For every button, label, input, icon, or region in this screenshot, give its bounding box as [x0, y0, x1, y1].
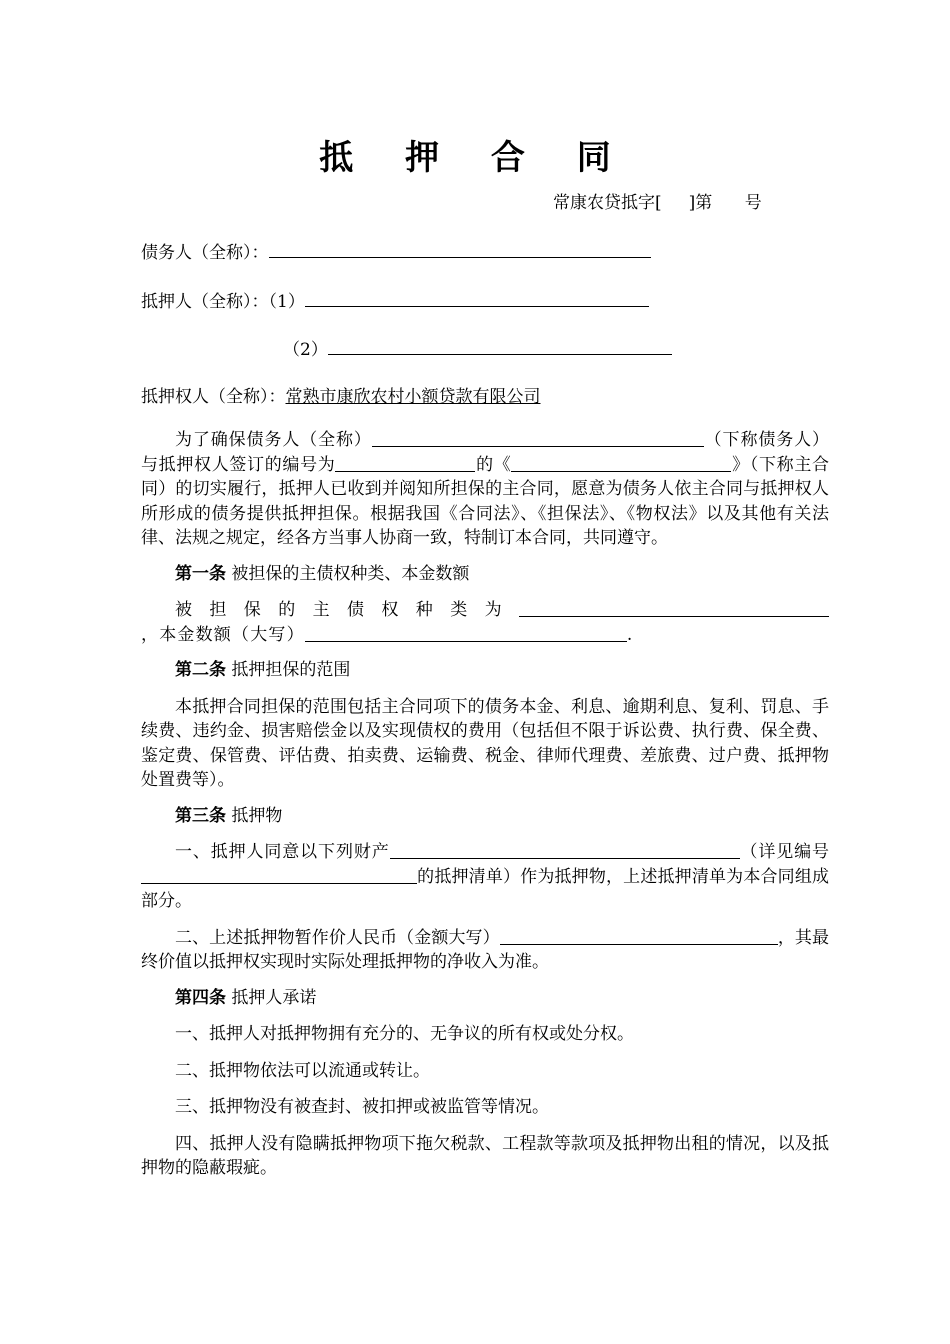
intro-debtor-blank[interactable]: [372, 430, 704, 447]
mortgagor-label: 抵押人（全称）：（1）: [141, 292, 305, 312]
debtor-line: [141, 238, 651, 263]
article-2-title: 抵押担保的范围: [231, 660, 351, 680]
article-1-text-1: 被担保的主债权种类为: [175, 600, 519, 620]
article-1-title: 被担保的主债权种类、本金数额: [231, 563, 470, 584]
article-2-text: 本抵押合同担保的范围包括主合同项下的债务本金、利息、逾期利息、复利、罚息、手续费、违约金、损害赔偿金以及实现债权的费用（包括但不限于诉讼费、执行费、保全费、鉴定费、保管费、评估费、拍卖费、运输费、税金、律师代理费、差旅费、过户费、抵押物处置费等）。: [141, 696, 829, 790]
mortgagee-name: 常熟市康欣农村小额贷款有限公司: [285, 387, 541, 407]
debtor-label: 债务人（全称）：: [141, 243, 269, 263]
document-number: 常康农贷抵字[ ]第 号: [553, 193, 762, 213]
intro-text-2: （下称债务人）与抵押权人签订的编号为: [141, 430, 830, 475]
article-3-item-2: [141, 926, 829, 975]
mortgage-list-number-blank[interactable]: [141, 867, 417, 884]
claim-type-blank[interactable]: [519, 600, 829, 617]
collateral-blank[interactable]: [390, 842, 740, 859]
article-3-item-1-text-c: 的抵押清单）作为抵押物，上述抵押清单为本合同组成部分。: [141, 866, 829, 911]
mortgagor-2-label: （2）: [283, 340, 328, 360]
article-3-item-1: [141, 840, 829, 914]
article-3-item-1-text-b: （详见编号: [739, 842, 830, 862]
article-1-text-2: ，本金数额（大写）: [141, 624, 305, 645]
mortgagee-line: [141, 382, 541, 407]
contract-body: [141, 428, 829, 1181]
article-4-item: 二、抵押物依法可以流通或转让。: [175, 1060, 430, 1081]
article-3-item-2-text-a: 二、上述抵押物暂作价人民币（金额大写）: [175, 927, 500, 948]
article-4-item: 一、抵押人对抵押物拥有充分的、无争议的所有权或处分权。: [175, 1024, 634, 1044]
mortgagor-line-2: [283, 335, 672, 360]
article-3-item-1-text-a: 一、抵押人同意以下列财产: [175, 842, 390, 862]
article-3-heading: [141, 804, 829, 829]
article-3-item-2-text-b: ，其最终价值以抵押权实现时实际处理抵押物的净收入为准。: [141, 927, 830, 972]
article-1-text: [141, 598, 829, 647]
intro-paragraph: [141, 428, 829, 551]
article-2-heading: [141, 658, 829, 683]
article-4-item: 四、抵押人没有隐瞒抵押物项下拖欠税款、工程款等款项及抵押物出租的情况，以及抵押物的隐蔽瑕疵。: [141, 1133, 829, 1178]
mortgagor-2-blank[interactable]: [328, 339, 672, 355]
intro-text-1: 为了确保债务人（全称）: [175, 430, 372, 450]
article-4-number: 第四条: [175, 987, 226, 1008]
intro-text-3: 的《: [475, 454, 512, 475]
mortgagee-label: 抵押权人（全称）：: [141, 387, 286, 407]
article-4-item: 三、抵押物没有被查封、被扣押或被监管等情况。: [175, 1097, 549, 1117]
contract-title: 抵 押 合 同: [319, 138, 631, 178]
article-2-number: 第二条: [175, 660, 226, 680]
article-1-heading: [141, 562, 829, 587]
intro-text-4: 》（下称主合同）的切实履行，抵押人已收到并阅知所担保的主合同，愿意为债务人依主合同与抵押权人所形成的债务提供抵押担保。根据我国《合同法》、《担保法》、《物权法》以及其他有关法律、法规之规定，经各方当事人协商一致，特制订本合同，共同遵守。: [141, 454, 830, 548]
article-4-title: 抵押人承诺: [231, 987, 317, 1008]
valuation-amount-blank[interactable]: [500, 928, 778, 945]
article-4-heading: [141, 986, 829, 1011]
mortgagor-line-1: [141, 287, 649, 312]
contract-number-blank[interactable]: [335, 455, 475, 472]
article-3-title: 抵押物: [231, 805, 283, 826]
debtor-blank[interactable]: [269, 242, 651, 258]
contract-name-blank[interactable]: [511, 455, 731, 472]
mortgagor-1-blank[interactable]: [305, 291, 649, 307]
principal-amount-blank[interactable]: [305, 625, 627, 642]
article-1-text-3: .: [626, 624, 634, 645]
article-3-number: 第三条: [175, 805, 226, 826]
article-1-number: 第一条: [175, 563, 226, 584]
